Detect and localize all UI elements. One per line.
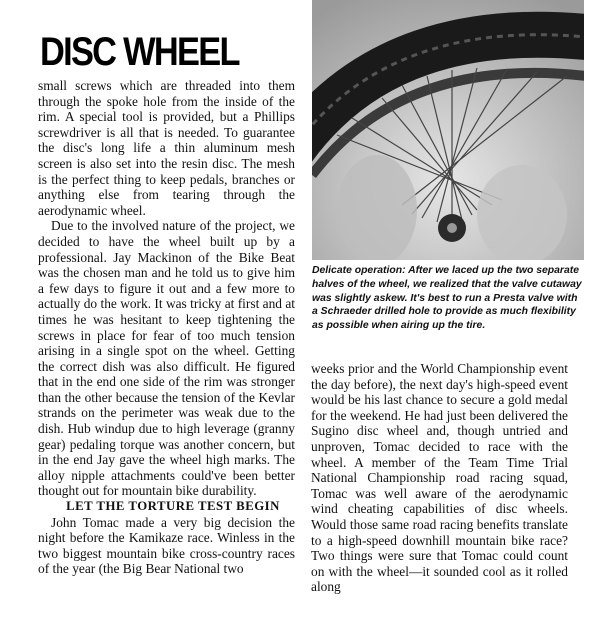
photo-caption: [312, 264, 584, 333]
section-subhead: LET THE TORTURE TEST BEGIN: [66, 499, 280, 514]
right-text-column: [311, 361, 568, 595]
right-paragraph-1: weeks prior and the World Championship event the day before), the next day's high-speed event would be his last chance to secure a gold medal for the weekend. He had just been delivered the Sugino disc wheel and, though untried and unproven, Tomac decided to race with the wheel. A member of the Team Time Trial National Championship road racing squad, Tomac was well aware of the aerodynamic wind cheating capabilities of disc wheels. Would those same road racing benefits translate to a high-speed downhill mountain bike race? Two things were sure that Tomac could count on with the wheel—it sounded cool as it rolled along: [311, 361, 568, 595]
left-paragraph-2: Due to the involved nature of the project, we decided to have the wheel built up by a professional. Jay Mackinon of the Bike Beat was the chosen man and he told us to give him a few days to figure it out and a few more to actually do the work. It was tricky at first and at times he was hesitant to keep tightening the screws in place for fear of too much tension arising in a single spot on the wheel. Getting the correct dish was also difficult. He figured that in the end one side of the rim was stronger than the other because the tension of the Kevlar strands on the perimeter was weak due to the dish. Hub windup due to high leverage (granny gear) pedaling torque was another concern, but in the end Jay gave the wheel high marks. The alloy nipple attachments could've been better thought out for mountain bike durability.: [38, 218, 295, 499]
caption-lead: Delicate operation:: [312, 265, 406, 276]
left-text-column: [38, 78, 295, 577]
caption-text: After we laced up the two separate halves of the wheel, we realized that the valve cutaway was slightly askew. It's best to run a Presta valve with a Schraeder drilled hole to provide as much flexibility as possible when airing up the tire.: [312, 265, 582, 332]
article-headline: DISC WHEEL: [40, 30, 239, 74]
left-paragraph-1: small screws which are threaded into them through the spoke hole from the inside of the rim. A special tool is provided, but a Phillips screwdriver is all that is needed. To guarantee the disc's long life a thin aluminum mesh screen is also set into the resin disc. The mesh is the perfect thing to keep pedals, branches or anything else from tearing through the aerodynamic wheel.: [38, 78, 295, 218]
wheel-photo: [312, 0, 584, 260]
left-paragraph-3: John Tomac made a very big decision the night before the Kamikaze race. Winless in the two biggest mountain bike cross-country races of the year (the Big Bear National two: [38, 514, 295, 577]
